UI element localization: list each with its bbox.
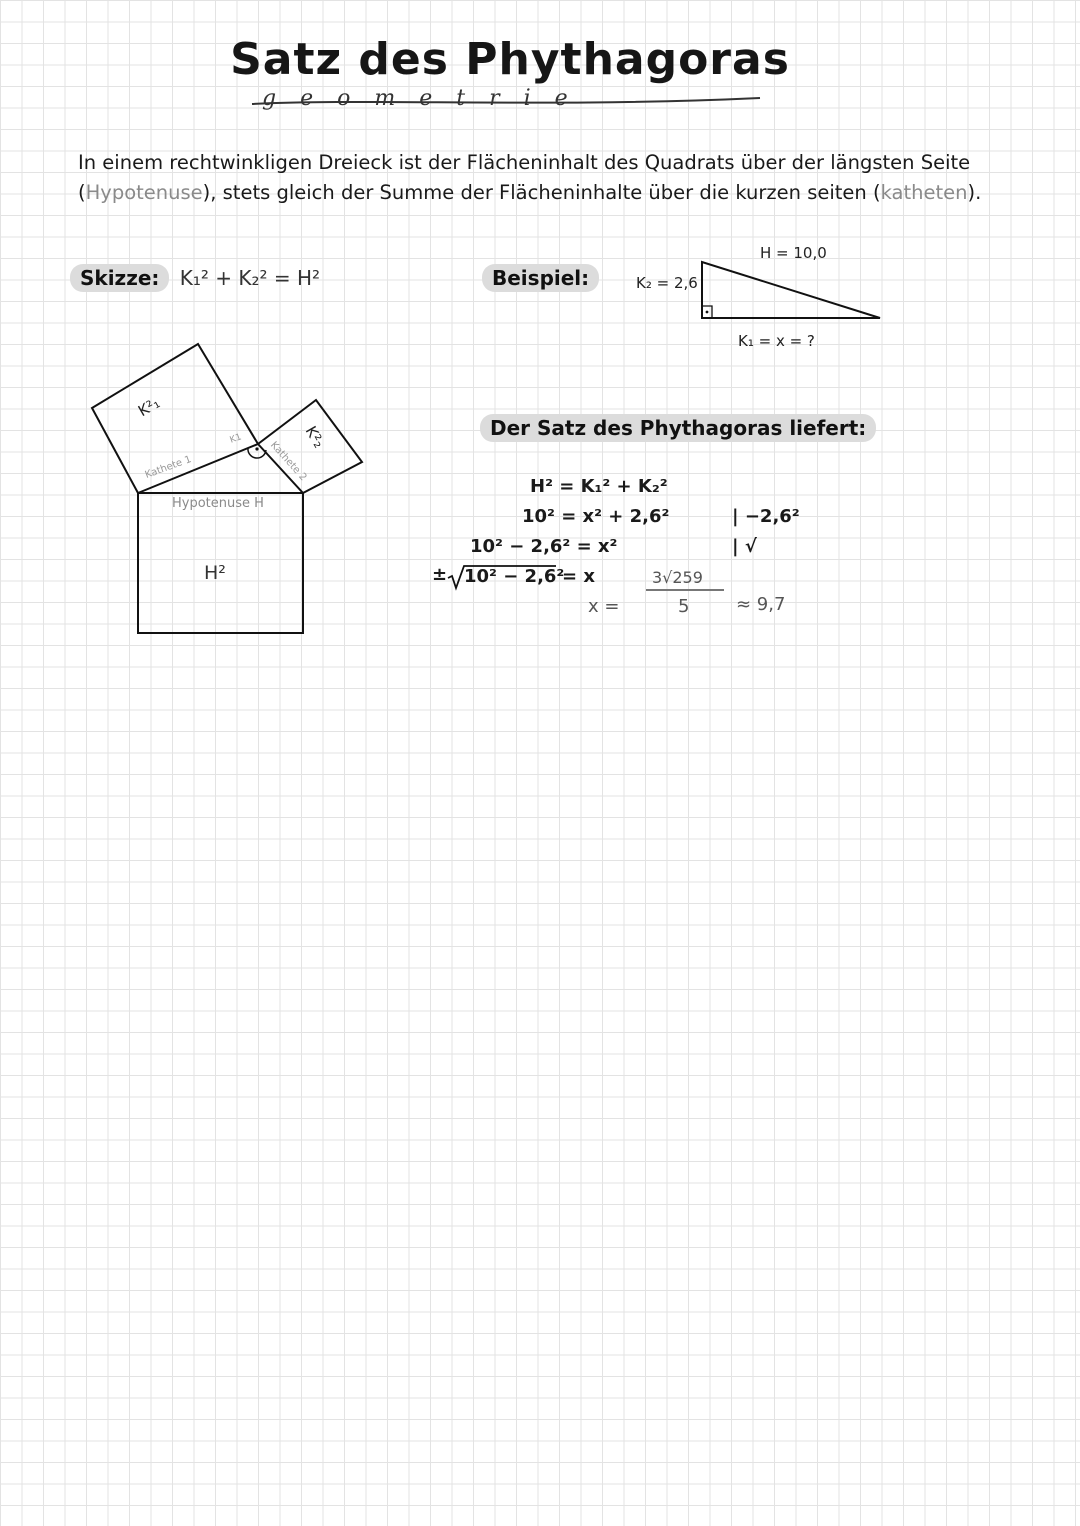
sketch-hsq-label: H² <box>204 562 226 584</box>
calc-line-5-denominator: 5 <box>678 596 690 617</box>
calc-line-5-x: x = <box>588 596 620 617</box>
example-h-label: H = 10,0 <box>760 244 827 262</box>
page-subtitle: geometrie <box>262 86 592 111</box>
beispiel-heading <box>482 266 599 290</box>
example-triangle <box>696 258 888 324</box>
sketch-kathete2-label: Kathete 2 <box>267 439 309 484</box>
calc-line-4-pm: ± <box>432 564 448 585</box>
calc-line-5-approx: ≈ 9,7 <box>736 594 786 615</box>
intro-paragraph <box>78 148 1028 208</box>
skizze-heading <box>70 266 320 290</box>
skizze-formula: K₁² + K₂² = H² <box>179 266 321 290</box>
calc-line-3-note: | √ <box>732 536 757 557</box>
intro-text-3: ). <box>967 181 982 204</box>
sketch-hypotenuse-label: Hypotenuse H <box>172 496 264 511</box>
intro-katheten: katheten <box>880 181 968 204</box>
example-k1-label: K₁ = x = ? <box>738 332 815 350</box>
fraction-bar <box>646 589 724 591</box>
calc-line-2-note: | −2,6² <box>732 506 800 527</box>
intro-text-2: ), stets gleich der Summe der Flächeninhalte über die kurzen seiten ( <box>202 181 881 204</box>
calc-line-4-root: 10² − 2,6² <box>464 566 565 587</box>
pythagoras-sketch <box>80 330 380 650</box>
page-title: Satz des Phythagoras <box>230 34 790 85</box>
beispiel-label: Beispiel: <box>482 264 599 292</box>
sketch-k1sq-label: K²₁ <box>134 393 163 421</box>
calc-line-4-rest: = x <box>562 566 595 587</box>
calc-line-3: 10² − 2,6² = x² <box>470 536 618 557</box>
liefert-label: Der Satz des Phythagoras liefert: <box>480 414 876 442</box>
example-k2-label: K₂ = 2,6 <box>636 274 698 292</box>
calc-line-5-numerator: 3√259 <box>652 568 703 587</box>
sketch-kathete1-label: Kathete 1 <box>143 454 193 481</box>
calc-line-2: 10² = x² + 2,6² <box>522 506 670 527</box>
sketch-k2sq-label: K²₂ <box>301 423 329 451</box>
sketch-k1-small-label: K1 <box>228 432 243 446</box>
intro-text-1: In einem rechtwinkligen Dreieck ist der Flächeninhalt des Quadrats über der längsten Seite ( <box>78 151 971 204</box>
intro-hypotenuse: Hypotenuse <box>85 181 203 204</box>
liefert-heading <box>480 416 876 440</box>
skizze-label: Skizze: <box>70 264 169 292</box>
calc-line-1: H² = K₁² + K₂² <box>530 476 668 497</box>
